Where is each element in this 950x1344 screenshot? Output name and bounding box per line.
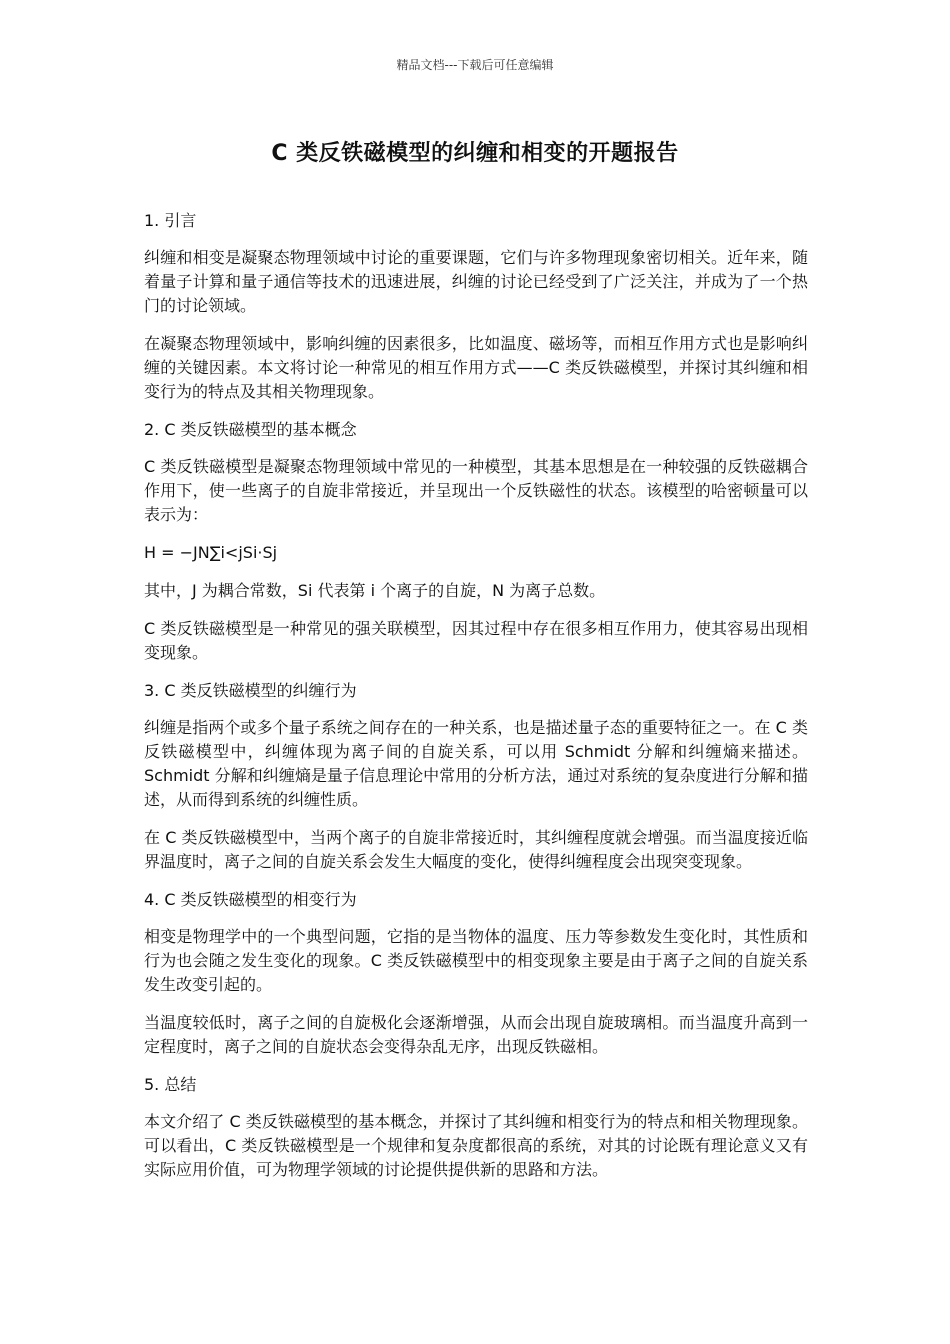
section-heading-intro: 1. 引言	[144, 211, 197, 230]
page-header-note: 精品文档---下载后可任意编辑	[396, 58, 554, 72]
paragraph: 当温度较低时，离子之间的自旋极化会逐渐增强，从而会出现自旋玻璃相。而当温度升高到一定程度时，离子之间的自旋状态会变得杂乱无序，出现反铁磁相。	[144, 1013, 808, 1056]
paragraph: 纠缠和相变是凝聚态物理领域中讨论的重要课题，它们与许多物理现象密切相关。近年来，随着量子计算和量子通信等技术的迅速进展，纠缠的讨论已经受到了广泛关注，并成为了一个热门的讨论领域。	[144, 248, 808, 315]
document-body	[144, 209, 808, 1196]
paragraph: 在 C 类反铁磁模型中，当两个离子的自旋非常接近时，其纠缠程度就会增强。而当温度接近临界温度时，离子之间的自旋关系会发生大幅度的变化，使得纠缠程度会出现突变现象。	[144, 828, 808, 871]
section-heading-entanglement: 3. C 类反铁磁模型的纠缠行为	[144, 681, 357, 700]
paragraph: 在凝聚态物理领域中，影响纠缠的因素很多，比如温度、磁场等，而相互作用方式也是影响纠缠的关键因素。本文将讨论一种常见的相互作用方式——C 类反铁磁模型，并探讨其纠缠和相变行为的特点及其相关物理现象。	[144, 334, 808, 401]
paragraph: 纠缠是指两个或多个量子系统之间存在的一种关系，也是描述量子态的重要特征之一。在 C 类反铁磁模型中，纠缠体现为离子间的自旋关系，可以用 Schmidt 分解和纠缠熵来描述。Schmidt 分解和纠缠熵是量子信息理论中常用的分析方法，通过对系统的复杂度进行分解和描述，从而得到系统的纠缠性质。	[144, 718, 808, 809]
paragraph: 本文介绍了 C 类反铁磁模型的基本概念，并探讨了其纠缠和相变行为的特点和相关物理现象。可以看出，C 类反铁磁模型是一个规律和复杂度都很高的系统，对其的讨论既有理论意义又有实际应用价值，可为物理学领域的讨论提供提供新的思路和方法。	[144, 1112, 808, 1179]
document-title: C 类反铁磁模型的纠缠和相变的开题报告	[271, 141, 679, 166]
paragraph: 相变是物理学中的一个典型问题，它指的是当物体的温度、压力等参数发生变化时，其性质和行为也会随之发生变化的现象。C 类反铁磁模型中的相变现象主要是由于离子之间的自旋关系发生改变引起的。	[144, 927, 808, 994]
paragraph: 其中，J 为耦合常数，Si 代表第 i 个离子的自旋，N 为离子总数。	[144, 581, 606, 600]
hamiltonian-formula: H = −JN∑i<jSi·Sj	[144, 543, 278, 562]
paragraph: C 类反铁磁模型是凝聚态物理领域中常见的一种模型，其基本思想是在一种较强的反铁磁耦合作用下，使一些离子的自旋非常接近，并呈现出一个反铁磁性的状态。该模型的哈密顿量可以表示为：	[144, 457, 808, 524]
section-heading-summary: 5. 总结	[144, 1075, 197, 1094]
section-heading-concepts: 2. C 类反铁磁模型的基本概念	[144, 420, 357, 439]
paragraph: C 类反铁磁模型是一种常见的强关联模型，因其过程中存在很多相互作用力，使其容易出现相变现象。	[144, 619, 808, 662]
section-heading-phase-transition: 4. C 类反铁磁模型的相变行为	[144, 890, 357, 909]
